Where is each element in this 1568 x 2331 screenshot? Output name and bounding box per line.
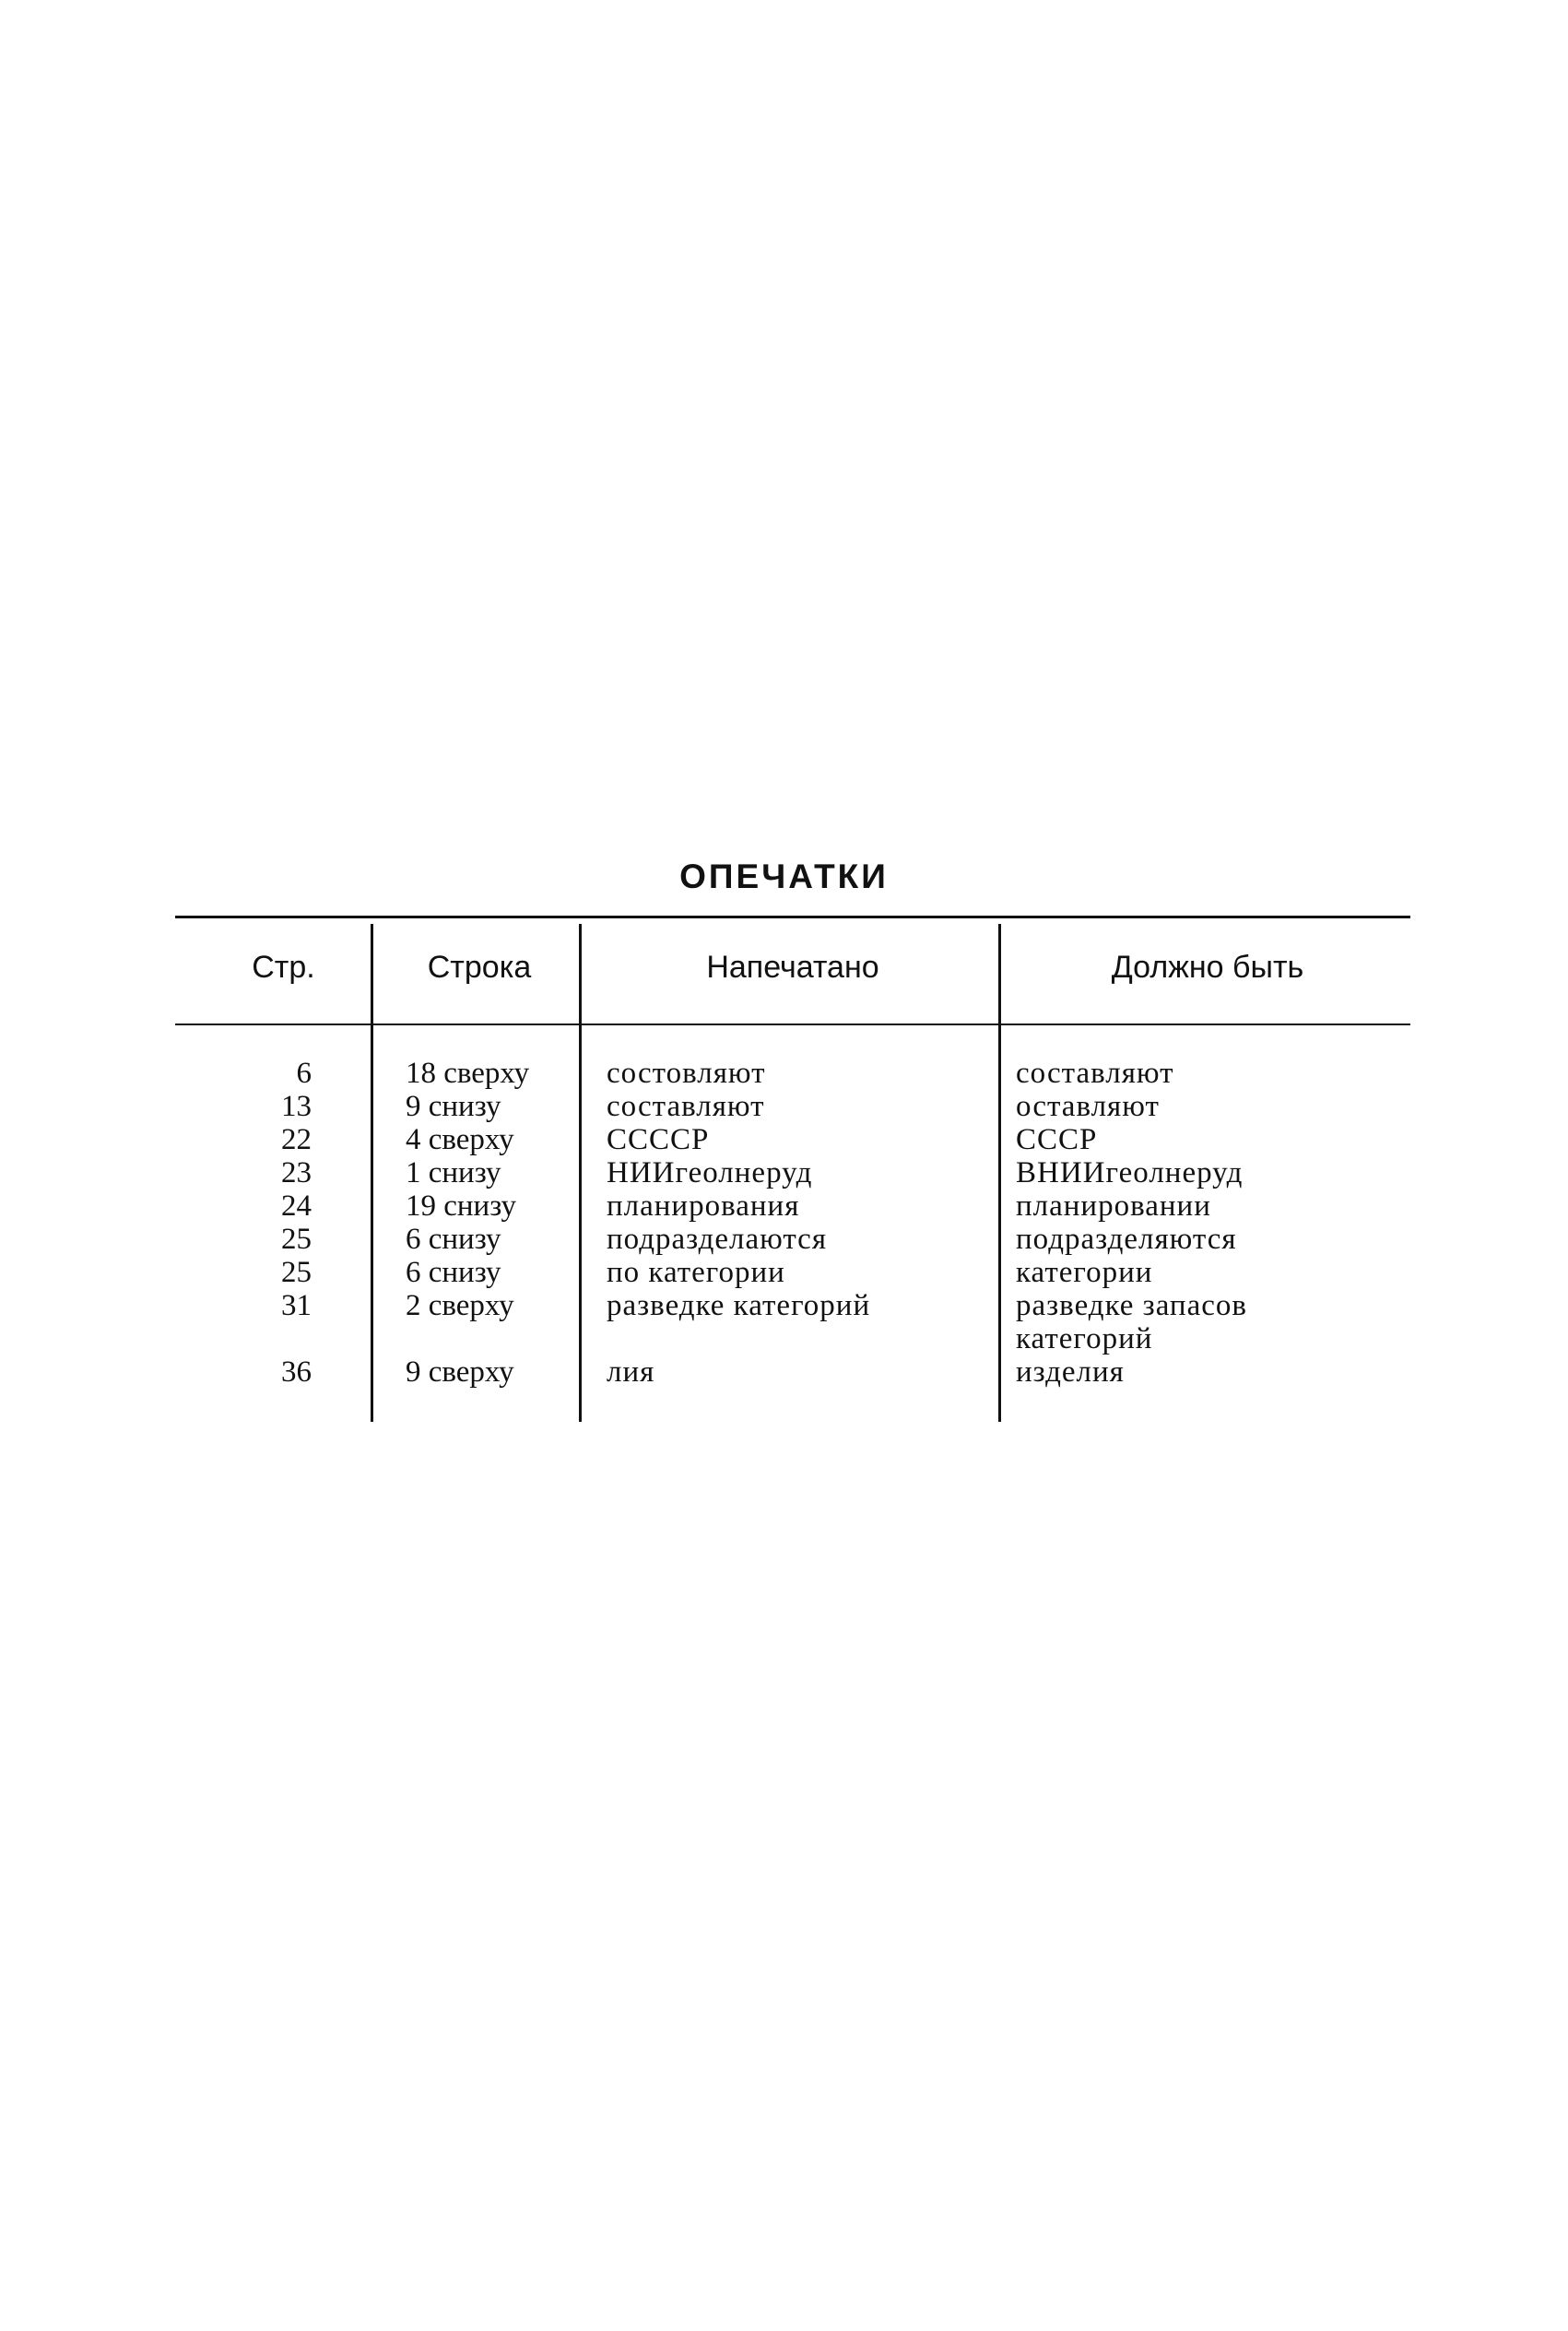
cell-printed: по категории	[607, 1256, 785, 1289]
cell-printed: планирования	[607, 1189, 800, 1223]
cell-should-be: категории	[1016, 1256, 1153, 1289]
table-row	[0, 1189, 1568, 1223]
cell-should-be: подразделяются	[1016, 1223, 1237, 1256]
cell-page: 22	[281, 1123, 312, 1156]
cell-line: 6 снизу	[406, 1256, 501, 1289]
errata-table-body	[0, 1057, 1568, 1389]
cell-page: 25	[281, 1256, 312, 1289]
cell-should-be: ВНИИгеолнеруд	[1016, 1156, 1244, 1189]
cell-printed: составляют	[607, 1090, 765, 1123]
cell-should-be: разведке запасов категорий	[1016, 1289, 1247, 1355]
cell-line: 4 сверху	[406, 1123, 514, 1156]
cell-page: 24	[281, 1189, 312, 1223]
cell-page: 25	[281, 1223, 312, 1256]
cell-page: 36	[281, 1355, 312, 1389]
cell-line: 18 сверху	[406, 1057, 530, 1090]
table-row	[0, 1256, 1568, 1289]
page-title: ОПЕЧАТКИ	[679, 858, 889, 895]
cell-page: 13	[281, 1090, 312, 1123]
cell-line: 19 снизу	[406, 1189, 517, 1223]
table-row	[0, 1289, 1568, 1355]
cell-line: 2 сверху	[406, 1289, 514, 1322]
cell-printed: подразделаются	[607, 1223, 828, 1256]
cell-page: 31	[281, 1289, 312, 1322]
cell-should-be: СССР	[1016, 1123, 1098, 1156]
header-printed: Напечатано	[706, 950, 879, 985]
table-row	[0, 1090, 1568, 1123]
cell-should-be: оставляют	[1016, 1090, 1160, 1123]
cell-printed: состовляют	[607, 1057, 766, 1090]
cell-printed: лия	[607, 1355, 655, 1389]
cell-page: 6	[296, 1057, 312, 1090]
cell-page: 23	[281, 1156, 312, 1189]
cell-line: 9 сверху	[406, 1355, 514, 1389]
cell-printed: НИИгеолнеруд	[607, 1156, 813, 1189]
cell-line: 1 снизу	[406, 1156, 501, 1189]
table-row	[0, 1057, 1568, 1090]
table-row	[0, 1123, 1568, 1156]
header-page: Стр.	[252, 950, 315, 985]
header-line: Строка	[427, 950, 532, 985]
header-separator-rule	[175, 1024, 1410, 1025]
header-should-be: Должно быть	[1111, 950, 1304, 985]
cell-line: 9 снизу	[406, 1090, 501, 1123]
cell-should-be: изделия	[1016, 1355, 1125, 1389]
table-row	[0, 1156, 1568, 1189]
cell-line: 6 снизу	[406, 1223, 501, 1256]
cell-should-be: планировании	[1016, 1189, 1211, 1223]
cell-should-be: составляют	[1016, 1057, 1174, 1090]
table-row	[0, 1355, 1568, 1389]
cell-printed: СССCР	[607, 1123, 710, 1156]
cell-printed: разведке категорий	[607, 1289, 871, 1322]
table-row	[0, 1223, 1568, 1256]
table-top-rule	[175, 916, 1410, 918]
